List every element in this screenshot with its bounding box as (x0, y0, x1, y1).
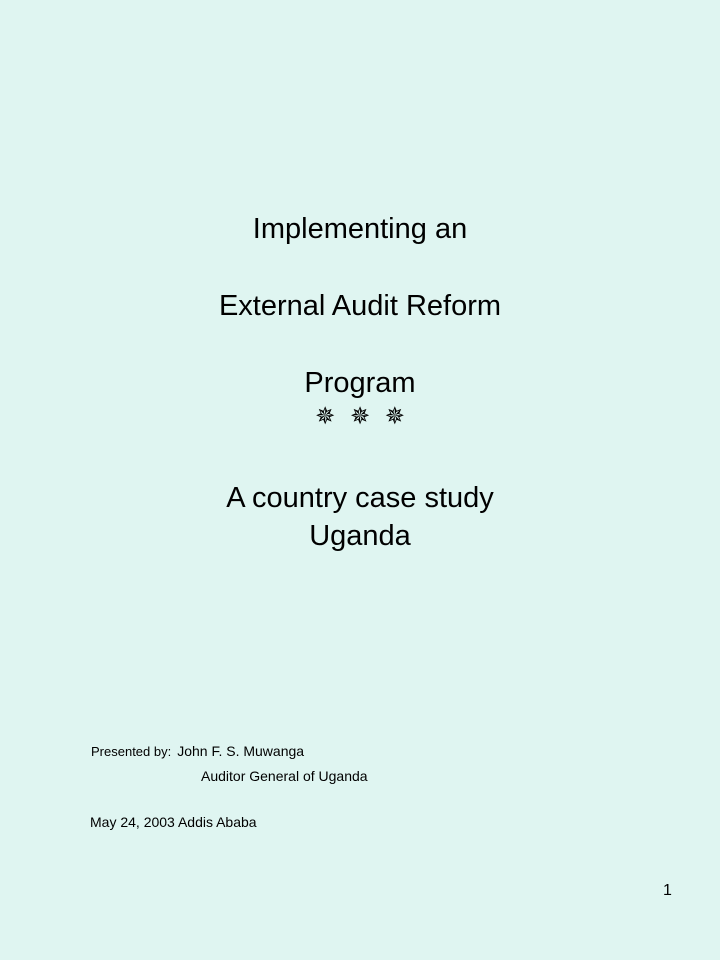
star-ornament-icon: ✵ (384, 403, 405, 430)
ornament-row (0, 403, 720, 431)
title-line-2: External Audit Reform (218, 290, 502, 322)
subtitle-line-1: A country case study (226, 482, 494, 514)
page-number: 1 (663, 882, 672, 899)
subtitle-line-2: Uganda (309, 520, 411, 552)
presenter-line (91, 742, 304, 761)
presenter-name: John F. S. Muwanga (177, 743, 305, 759)
presenter-label: Presented by: (91, 744, 172, 759)
title-line-1: Implementing an (252, 213, 468, 245)
title-line-3: Program (304, 367, 416, 399)
star-ornament-icon: ✵ (349, 403, 371, 430)
event-date-place: May 24, 2003 Addis Ababa (90, 814, 257, 830)
star-ornament-icon: ✵ (315, 403, 336, 430)
presenter-role: Auditor General of Uganda (201, 768, 368, 784)
